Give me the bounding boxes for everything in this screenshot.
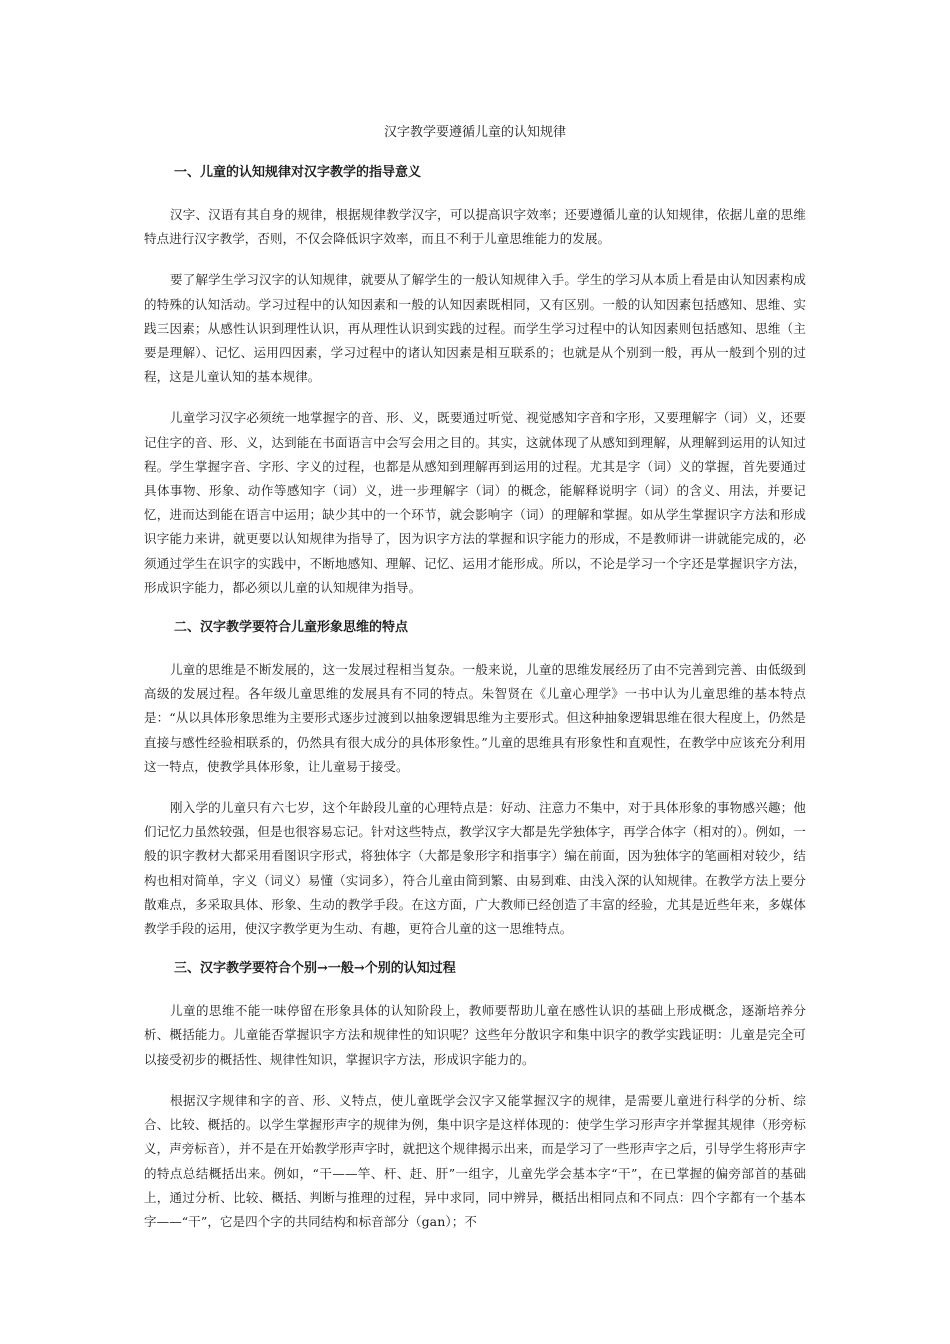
section-heading: 一、儿童的认知规律对汉字教学的指导意义: [174, 165, 422, 180]
paragraph: 刚入学的儿童只有六七岁，这个年龄段儿童的心理特点是：好动、注意力不集中，对于具体形象的事物感兴趣；他们记忆力虽然较强，但是也很容易忘记。针对这些特点，教学汉字大都是先学独体字，再学合体字（相对的）。例如，一般的识字教材大都采用看图识字形式，将独体字（大都是象形字和指事字）编在前面，因为独体字的笔画相对较少，结构也相对简单，字义（词义）易懂（实词多），符合儿童由简到繁、由易到难、由浅入深的认知规律。在教学方法上要分散难点，多采取具体、形象、生动的教学手段。在这方面，广大教师已经创造了丰富的经验，尤其是近些年来，多媒体教学手段的运用，使汉字教学更为生动、有趣，更符合儿童的这一思维特点。: [144, 800, 806, 937]
document-title: 汉字教学要遵循儿童的认知规律: [383, 125, 566, 140]
section-1: [144, 162, 806, 600]
section-3: [144, 958, 806, 1234]
paragraph: 儿童的思维不能一味停留在形象具体的认知阶段上，教师要帮助儿童在感性认识的基础上形成概念，逐渐培养分析、概括能力。儿童能否掌握识字方法和规律性的知识呢？这些年分散识字和集中识字的教学实践证明：儿童是完全可以接受初步的概括性、规律性知识，掌握识字方法，形成识字能力的。: [144, 1003, 806, 1067]
paragraph: 要了解学生学习汉字的认知规律，就要从了解学生的一般认知规律入手。学生的学习从本质上看是由认知因素构成的特殊的认知活动。学习过程中的认知因素和一般的认知因素既相同，又有区别。一般的认知因素包括感知、思维、实践三因素；从感性认识到理性认识，再从理性认识到实践的过程。而学生学习过程中的认知因素则包括感知、思维（主要是理解）、记忆、运用四因素，学习过程中的诸认知因素是相互联系的；也就是从个别到一般，再从一般到个别的过程，这是儿童认知的基本规律。: [144, 272, 806, 385]
section-heading: 二、汉字教学要符合儿童形象思维的特点: [174, 620, 409, 636]
section-2: [144, 617, 806, 941]
paragraph: 儿童学习汉字必须统一地掌握字的音、形、义，既要通过听觉、视觉感知字音和字形，又要理解字（词）义，还要记住字的音、形、义，达到能在书面语言中会写会用之目的。其实，这就体现了从感知到理解，从理解到运用的认知过程。学生掌握字音、字形、字义的过程，也都是从感知到理解再到运用的过程。尤其是字（词）义的掌握，首先要通过具体事物、形象、动作等感知字（词）义，进一步理解字（词）的概念，能解释说明字（词）的含义、用法，并要记忆，进而达到能在语言中运用；缺少其中的一个环节，就会影响字（词）的理解和掌握。如从学生掌握识字方法和形成识字能力来讲，就更要以认知规律为指导了，因为识字方法的掌握和识字能力的形成，不是教师讲一讲就能完成的，必须通过学生在识字的实践中，不断地感知、理解、记忆、运用才能形成。所以，不论是学习一个字还是掌握识字方法，形成识字能力，都必须以儿童的认知规律为指导。: [144, 410, 806, 595]
paragraph: 汉字、汉语有其自身的规律，根据规律教学汉字，可以提高识字效率；还要遵循儿童的认知规律，依据儿童的思维特点进行汉字教学，否则，不仅会降低识字效率，而且不利于儿童思维能力的发展。: [144, 207, 806, 247]
paragraph: 根据汉字规律和字的音、形、义特点，使儿童既学会汉字又能掌握汉字的规律，是需要儿童进行科学的分析、综合、比较、概括的。以学生掌握形声字的规律为例，集中识字是这样体现的：使学生学习形声字并掌握其规律（形旁标义，声旁标音），并不是在开始教学形声字时，就把这个规律揭示出来，而是学习了一些形声字之后，引导学生将形声字的特点总结概括出来。例如，“干——竿、杆、赶、肝”一组字，儿童先学会基本字“干”，在已掌握的偏旁部首的基础上，通过分析、比较、概括、判断与推理的过程，异中求同，同中辨异，概括出相同点和不同点：四个字都有一个基本字——“干”，它是四个字的共同结构和标音部分（gan）；不: [144, 1092, 806, 1229]
section-heading: 三、汉字教学要符合个别→一般→个别的认知过程: [174, 961, 456, 977]
document-body: [144, 122, 806, 1251]
paragraph: 儿童的思维是不断发展的，这一发展过程相当复杂。一般来说，儿童的思维发展经历了由不完善到完善、由低级到高级的发展过程。各年级儿童思维的发展具有不同的特点。朱智贤在《儿童心理学》一书中认为儿童思维的基本特点是：“从以具体形象思维为主要形式逐步过渡到以抽象逻辑思维为主要形式。但这种抽象逻辑思维在很大程度上，仍然是直接与感性经验相联系的，仍然具有很大成分的具体形象性。”儿童的思维具有形象性和直观性，在教学中应该充分利用这一特点，使教学具体形象，让儿童易于接受。: [144, 662, 806, 774]
